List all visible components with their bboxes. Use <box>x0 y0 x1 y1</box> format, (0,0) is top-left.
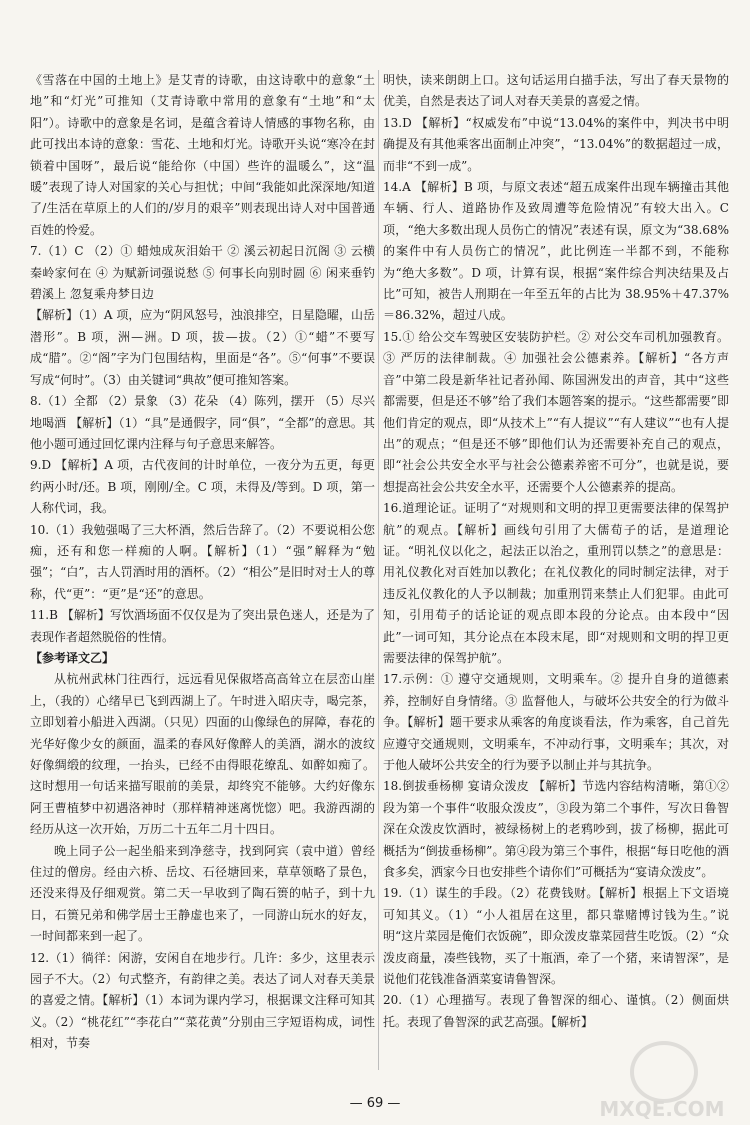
paragraph: 9.D 【解析】A 项，古代夜间的计时单位，一夜分为五更，每更约两小时/还。B 项，刚刚/全。C 项，未得及/等到。D 项，第一人称代词，我。 <box>30 458 375 516</box>
watermark-text: MXQE.COM <box>599 1097 725 1121</box>
paragraph: 15.① 给公交车驾驶区安装防护栏。② 对公交车司机加强教育。③ 严厉的法律制裁。④ 加强社会公德素养。【解析】“各方声音”中第二段是新华社记者孙闻、陈国洲发出的声音，其中“这些都需要，但是还不够”给了我们本题答案的提示。“这些都需要”即他们肯定的观点，即“从技术上”“有人提议”“有人建议”“也有人提出”的观点；“但是还不够”即他们认为还需要补充自己的观点，即“社会公共安全水平与社会公德素养密不可分”，也就是说，要想提高社会公共安全水平，还需要个人公德素养的提高。 <box>383 329 729 494</box>
paragraph: 16.道理论证。证明了“对规则和文明的捍卫更需要法律的保驾护航”的观点。【解析】画线句引用了大儒荀子的话，是道理论证。“明礼仪以化之，起法正以治之，重刑罚以禁之”的意思是：用礼仪教化对百姓加以教化；在礼仪教化的同时制定法律，对于违反礼仪教化的人予以制裁；加重刑罚来禁止人们犯罪。由此可知，引用荀子的话论证的观点即本段的分论点。由本段中“因此”一词可知，其分论点在本段末尾，即“对规则和文明的捍卫更需要法律的保驾护航”。 <box>383 501 729 665</box>
paragraph: 8.（1）全都 （2）景象 （3）花朵 （4）陈列，摆开 （5）尽兴地喝酒 【解析】（1）“具”是通假字，同“俱”，“全都”的意思。其他小题可通过回忆课内注释与句子意思来解答。 <box>30 394 375 451</box>
paragraph: 12.（1）徜徉：闲游，安闲自在地步行。几许：多少，这里表示园子不大。（2）句式整齐，有韵律之美。表达了词人对春天美景的喜爱之情。【解析】（1）本词为课内学习，根据课文注释可知其义。（2）“桃花红”“李花白”“菜花黄”分别由三字短语构成，词性相对，节奏 <box>30 950 375 1051</box>
paragraph: 10.（1）我勉强喝了三大杯酒，然后告辞了。（2）不要说相公您痴，还有和您一样痴的人啊。【解析】（1）“强”解释为“勉强”；“白”，古人罚酒时用的酒杯。（2）“相公”是旧时对士人的尊称，代“更”：“更”是“还”的意思。 <box>30 522 375 601</box>
section-heading: 【参考译文乙】 <box>30 650 115 665</box>
page-number: — 69 — <box>349 1096 401 1111</box>
watermark-circle-icon <box>630 1041 698 1103</box>
paragraph: 20.（1）心理描写。表现了鲁智深的细心、谨慎。（2）侧面烘托。表现了鲁智深的武艺高强。【解析】 <box>383 993 729 1029</box>
right-column <box>383 70 729 1033</box>
paragraph: 17.示例：① 遵守交通规则，文明乘车。② 提升自身的道德素养，控制好自身情绪。③ 监督他人，与破坏公共安全的行为做斗争。【解析】题干要求从乘客的角度谈看法，作为乘客，自己首先应遵守交通规则，文明乘车，不冲动行事，文明乘车；其次，对于他人破坏公共安全的行为要予以制止并与其抗争。 <box>383 672 729 772</box>
column-divider <box>378 70 379 1070</box>
paragraph: 7.（1）C （2）① 蜡烛成灰泪始干 ② 溪云初起日沉阁 ③ 云横秦岭家何在 ④ 为赋新词强说愁 ⑤ 何事长向别时圆 ⑥ 闲来垂钓碧溪上 忽复乘舟梦日边 <box>30 244 375 302</box>
paragraph: 【解析】（1）A 项，应为“阴风怒号，浊浪排空，日星隐曜，山岳潜形”。B 项，洲—洲。D 项，拔—拔。（2）①“蜡”不要写成“腊”。②“阁”字为门包围结构，里面是“各”。⑤“何事”不要误写成“何时”。（3）由关键词“典故”便可推知答案。 <box>30 308 375 387</box>
paragraph: 晚上同子公一起坐船来到净慈寺，找到阿宾（袁中道）曾经住过的僧房。经由六桥、岳坟、石径塘回来，草草领略了景色，还没来得及仔细观赏。第二天一早收到了陶石篑的帖子，到十九日，石篑兄弟和佛学居士王静虚也来了，一同游山玩水的好友，一时间都来到一起了。 <box>30 843 375 944</box>
paragraph: 《雪落在中国的土地上》是艾青的诗歌，由这诗歌中的意象“土地”和“灯光”可推知（艾青诗歌中常用的意象有“土地”和“太阳”）。诗歌中的意象是名词，是蕴含着诗人情感的事物名称，由此可找出本诗的意象：雪花、土地和灯光。诗歌开头说“寒冷在封锁着中国呀”，最后说“能给你（中国）些许的温暖么”，这“温暖”表现了诗人对国家的关心与担忧；中间“我能如此深深地/知道了/生活在草原上的人们的/岁月的艰辛”则表现出诗人对中国普通百姓的怜爱。 <box>30 73 375 237</box>
paragraph: 18.倒拔垂杨柳 宴请众泼皮 【解析】节选内容结构清晰，第①②段为第一个事件“收服众泼皮”，③段为第二个事件，写次日鲁智深在众泼皮饮酒时，被绿杨树上的老鸦吵到，拔了杨柳，据此可概括为“倒拔垂杨柳”。第④段为第三个事件，根据“每日吃他的酒食多矣，洒家今日也安排些个请你们”可概括为“宴请众泼皮”。 <box>383 779 729 880</box>
paragraph: 11.B 【解析】写饮酒场面不仅仅是为了突出景色迷人，还是为了表现作者超然脱俗的性情。 <box>30 608 375 644</box>
watermark-logo <box>592 1041 732 1121</box>
paragraph: 14.A 【解析】B 项，与原文表述“超五成案件出现车辆撞击其他车辆、行人、道路协作及致周遭等危险情况”有较大出入。C 项，“绝大多数出现人员伤亡的情况”表述有误，原文为“38.68%的案件中有人员伤亡的情况”，此比例连一半都不到，不能称为“绝大多数”。D 项，计算有误，根据“案件综合判决结果及占比”可知，被告人刑期在一年至五年的占比为 38.95%＋47.37%＝86.32%，超过八成。 <box>383 180 729 323</box>
paragraph: 19.（1）谋生的手段。（2）花费钱财。【解析】根据上下文语境可知其义。（1）“小人祖居在这里，都只靠赌博讨钱为生。”说明“这片菜园是俺们衣饭碗”，即众泼皮靠菜园营生吃饭。（2）“众泼皮商量，凑些钱物，买了十瓶酒，牵了一个猪，来请智深”，是说他们花钱准备酒菜宴请鲁智深。 <box>383 886 729 987</box>
paragraph: 13.D 【解析】“权威发布”中说“13.04%的案件中，判决书中明确提及有其他乘客出面制止冲突”，“13.04%”的数据超过一成，而非“不到一成”。 <box>383 115 729 173</box>
paragraph: 从杭州武林门往西行，远远看见保俶塔高高耸立在层峦山崖上，（我的）心绪早已飞到西湖上了。午时进入昭庆寺，喝完茶，立即划着小船进入西湖。（只见）四面的山像绿色的屏障，春花的光华好像少女的颜面，温柔的春风好像醉人的美酒，湖水的波纹好像绸缎的纹理，一抬头，已经不由得眼花缭乱、如醉如痴了。这时想用一句话来描写眼前的美景，却终究不能够。大约好像东阿王曹植梦中初遇洛神时（那样精神迷离恍惚）吧。我游西湖的经历从这一次开始，万历二十五年二月十四日。 <box>30 672 375 837</box>
paragraph: 明快，读来朗朗上口。这句话运用白描手法，写出了春天景物的优美，自然是表达了词人对春天美景的喜爱之情。 <box>383 73 729 109</box>
left-column <box>30 70 375 1055</box>
